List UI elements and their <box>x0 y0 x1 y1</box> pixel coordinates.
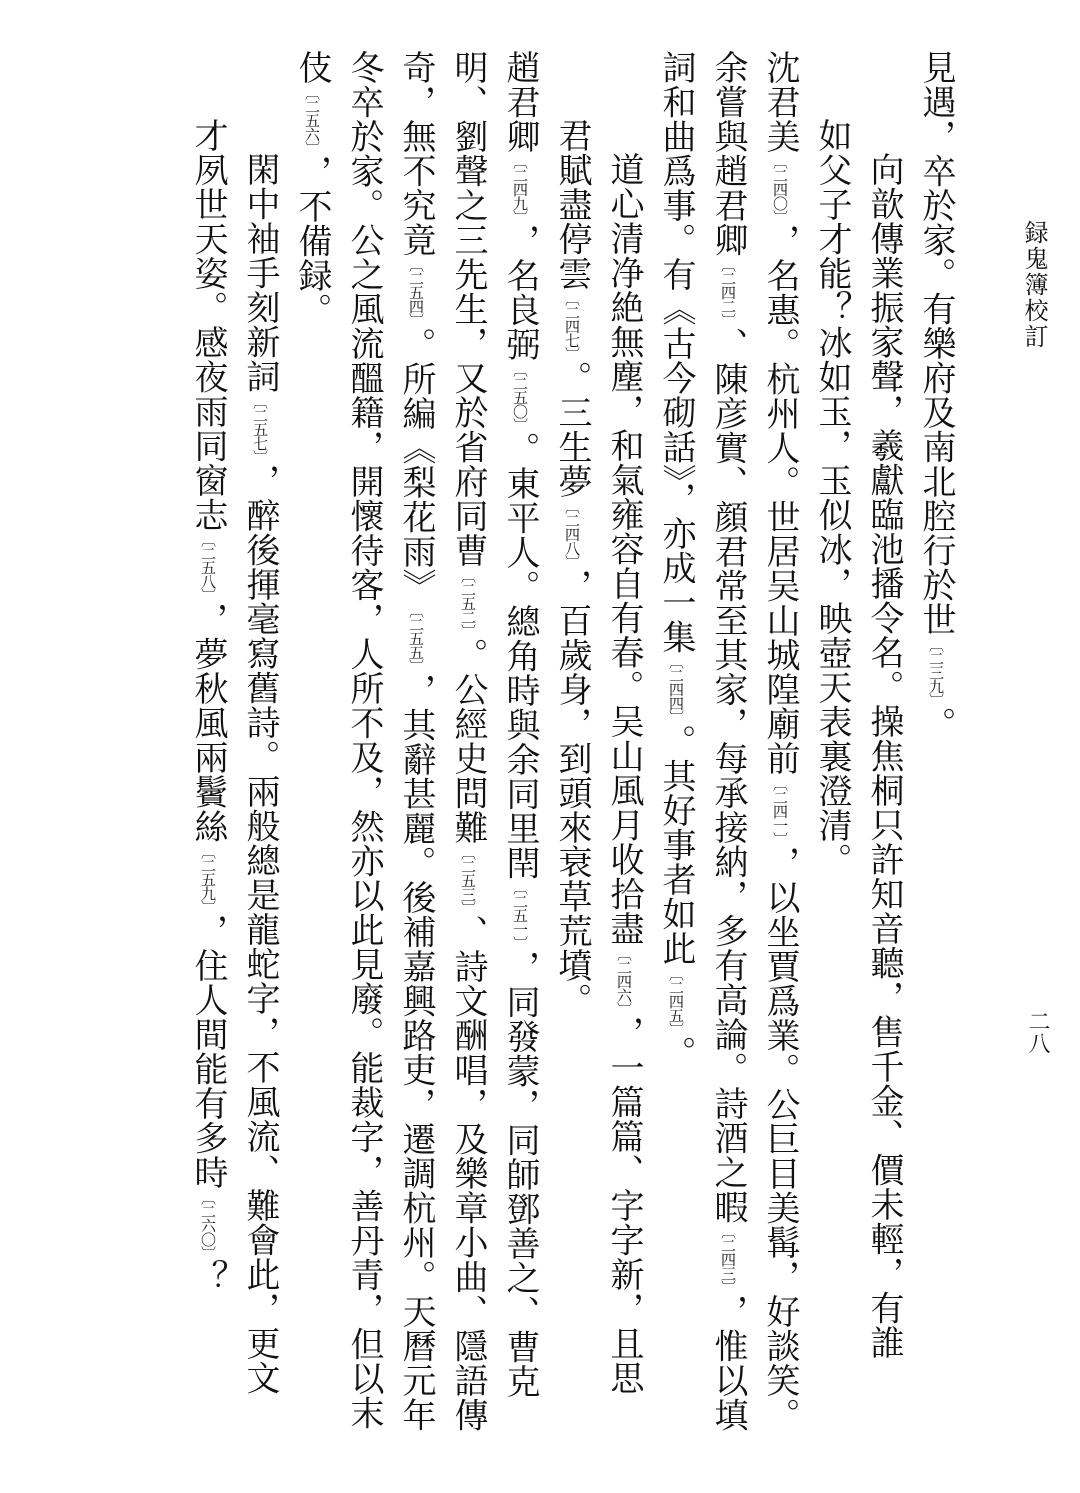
footnote-marker: 〔二四七〕 <box>563 290 581 361</box>
text-column <box>598 50 650 1470</box>
text-segment: ，住人間能有多時 <box>188 913 228 1190</box>
text-segment: 君賦盡停雲 <box>552 118 592 291</box>
footnote-marker: 〔二五七〕 <box>251 393 269 464</box>
text-segment: ，以坐賈爲業。公巨目美髯，好談笑。 <box>760 845 800 1432</box>
text-column <box>338 50 390 1470</box>
text-segment: 道心清净絶無塵，和氣雍容自有春。吴山風月收拾盡 <box>604 152 644 946</box>
footnote-marker: 〔二五〇〕 <box>511 361 529 432</box>
text-column <box>494 50 546 1470</box>
text-column <box>442 50 494 1470</box>
text-column <box>546 50 598 1470</box>
footnote-marker: 〔二四二〕 <box>719 257 737 327</box>
footnote-marker: 〔二五八〕 <box>199 532 217 602</box>
text-segment: 。三生夢 <box>552 360 592 499</box>
text-column <box>806 50 858 1470</box>
text-column <box>910 50 962 1470</box>
text-segment: 、詩文酬唱，及樂章小曲、隱語傳 <box>448 914 488 1432</box>
text-segment: 向歆傳業振家聲，羲獻臨池播令名。操焦桐只許知音聽，售千金、價未輕，有誰 <box>864 152 904 1360</box>
text-segment: 。公經史問難 <box>448 637 488 845</box>
text-segment: 沈君美 <box>760 50 800 154</box>
text-segment: 余嘗與趙君卿 <box>708 50 748 257</box>
footnote-marker: 〔二四四〕 <box>667 654 685 724</box>
footnote-marker: 〔二五六〕 <box>303 84 321 155</box>
footnote-marker: 〔二四九〕 <box>511 153 529 224</box>
footnote-marker: 〔二四八〕 <box>563 498 581 569</box>
text-segment: 。所編《梨花雨》 <box>396 327 436 603</box>
page-number: 二八 <box>1025 1010 1050 1054</box>
footnote-marker: 〔二四六〕 <box>615 945 633 1016</box>
footnote-marker: 〔二五三〕 <box>459 844 477 915</box>
footnote-marker: 〔二四三〕 <box>719 1224 737 1294</box>
text-segment: 見遇，卒於家。有樂府及南北腔行於世 <box>916 50 956 637</box>
footnote-marker: 〔二五五〕 <box>407 603 425 673</box>
text-column <box>182 50 234 1470</box>
text-segment: 冬卒於家。公之風流醞籍，開懷待客，人所不及，然亦以此見廢。能裁字，善丹青，但以末 <box>344 50 384 1430</box>
footnote-marker: 〔二六〇〕 <box>199 1189 217 1260</box>
text-segment: ，名良弼 <box>500 223 540 362</box>
text-segment: ，同發蒙，同師鄧善之、曹克 <box>500 950 540 1399</box>
text-column <box>234 50 286 1470</box>
text-column <box>754 50 806 1470</box>
vertical-text-body <box>182 50 962 1470</box>
text-segment: ，百歲身，到頭來衰草荒墳。 <box>552 568 592 1017</box>
text-column <box>390 50 442 1470</box>
text-segment: 。東平人。總角時與余同里閈 <box>500 431 540 880</box>
text-column <box>650 50 702 1470</box>
text-segment: 伎 <box>292 50 332 85</box>
text-segment: ，名惠。杭州人。世居吴山城隍廟前 <box>760 223 800 776</box>
text-segment: 閑中袖手刻新詞 <box>240 152 280 394</box>
text-segment: ？ <box>188 1259 228 1294</box>
footnote-marker: 〔二五九〕 <box>199 843 217 914</box>
text-segment: 趙君卿 <box>500 50 540 154</box>
text-column <box>702 50 754 1470</box>
text-segment: ，惟以填 <box>708 1294 748 1432</box>
footnote-marker: 〔二五四〕 <box>407 257 425 327</box>
text-segment: ，夢秋風兩鬢絲 <box>188 602 228 844</box>
footnote-marker: 〔二五一〕 <box>511 880 529 950</box>
footnote-marker: 〔二四一〕 <box>771 775 789 846</box>
text-column <box>286 50 338 1470</box>
running-title: 録鬼簿校訂 <box>1020 220 1048 350</box>
footnote-marker: 〔二三九〕 <box>927 636 945 707</box>
text-segment: ，其辭甚麗。後補嘉興路吏，遷調杭州。天曆元年 <box>396 673 436 1432</box>
text-column <box>858 50 910 1470</box>
text-segment: 才夙世天姿。感夜雨同窗志 <box>188 118 228 532</box>
text-segment: 奇，無不究竟 <box>396 50 436 257</box>
text-segment: 詞和曲爲事。有《古今砌話》，亦成一集 <box>656 50 696 654</box>
text-segment: 如父子才能？冰如玉，玉似冰，映壺天表裏澄清。 <box>812 118 852 877</box>
footnote-marker: 〔二四〇〕 <box>771 153 789 224</box>
footnote-marker: 〔二四五〕 <box>667 965 685 1036</box>
text-segment: 。 <box>916 706 956 741</box>
text-segment: 、陳彦實、顔君常至其家，每承接納，多有高論。詩酒之暇 <box>708 327 748 1224</box>
footnote-marker: 〔二五二〕 <box>459 567 477 638</box>
text-segment: 。其好事者如此 <box>656 724 696 966</box>
text-segment: ，不備録。 <box>292 154 332 327</box>
text-segment: 明、劉聲之三先生，又於省府同曹 <box>448 50 488 568</box>
text-segment: 。 <box>656 1035 696 1070</box>
text-segment: ，一篇篇、字字新，且思 <box>604 1015 644 1395</box>
text-segment: ，醉後揮毫寫舊詩。兩般總是龍蛇字，不風流、難會此，更文 <box>240 463 280 1395</box>
